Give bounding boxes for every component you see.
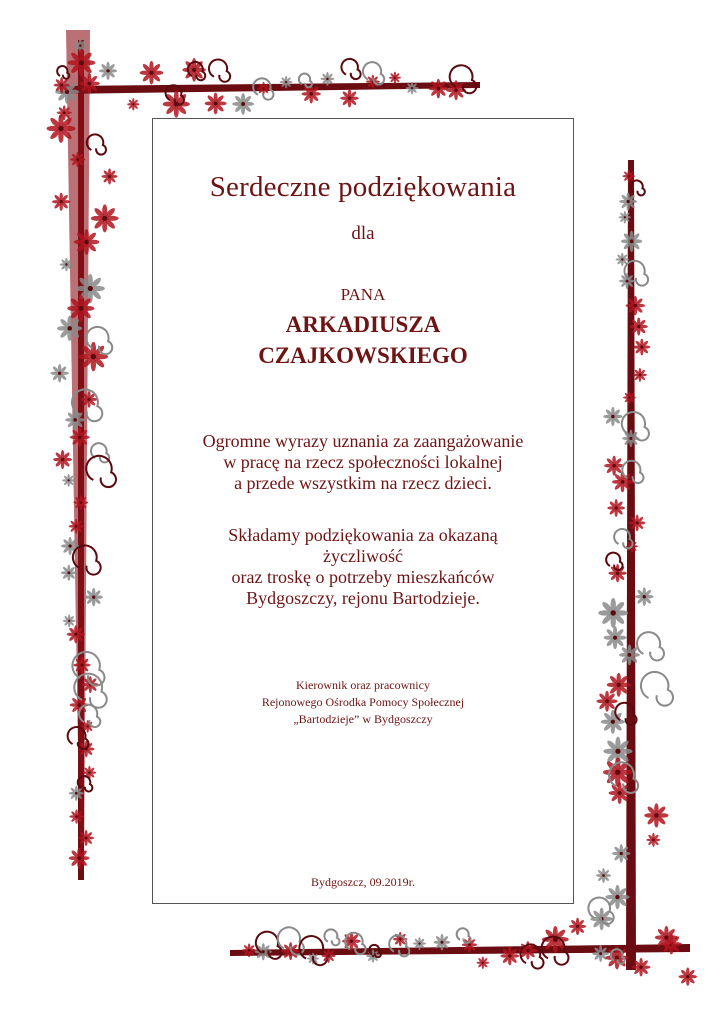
flower-ornament [619, 193, 637, 211]
flower-ornament [629, 515, 645, 531]
flower-ornament [596, 868, 611, 883]
recipient-name [153, 309, 573, 371]
flower-ornament [604, 626, 627, 649]
flower-ornament [477, 956, 490, 969]
flower-ornament [619, 273, 635, 289]
flower-ornament [321, 949, 335, 963]
swirl-ornament [637, 632, 664, 660]
swirl-ornament [622, 412, 649, 440]
flower-ornament [635, 587, 654, 606]
flower-ornament [607, 673, 631, 697]
flower-ornament [592, 945, 609, 962]
flower-ornament [612, 844, 630, 862]
flower-ornament [623, 391, 636, 404]
appreciation-paragraph [153, 431, 573, 494]
flower-ornament [630, 317, 648, 335]
flower-ornament [569, 918, 587, 936]
paragraph-line: życzliwość [323, 546, 403, 566]
paragraph-line: Składamy podziękowania za okazaną [228, 525, 498, 545]
swirl-ornament [641, 672, 673, 706]
for-word: dla [351, 223, 375, 244]
flower-ornament [604, 456, 624, 476]
flower-ornament [632, 958, 651, 977]
flower-ornament [500, 946, 519, 965]
certificate-title: Serdeczne podziękowania [209, 171, 517, 203]
flower-ornament [621, 231, 642, 252]
flower-ornament [596, 691, 617, 712]
flower-ornament [434, 934, 451, 951]
signature-line: „Bartodzieje” w Bydgoszczy [293, 712, 433, 726]
flower-ornament [413, 937, 426, 950]
flower-ornament [655, 926, 678, 949]
swirl-ornament [606, 553, 623, 570]
paragraph-line: w pracę na rzecz społeczności lokalnej [223, 452, 503, 472]
flower-ornament [242, 943, 256, 957]
honorific: PANA [340, 285, 386, 304]
flower-ornament [607, 499, 625, 517]
place-and-date: Bydgoszcz, 09.2019r. [311, 875, 415, 889]
signature-line: Rejonowego Ośrodka Pomocy Społecznej [261, 695, 465, 709]
paragraph-line: Bydgoszczy, rejonu Bartodzieje. [246, 588, 480, 608]
flower-ornament [644, 803, 668, 827]
paragraph-line: oraz troskę o potrzeby mieszkańców [231, 567, 495, 587]
flower-ornament [646, 833, 660, 847]
flower-ornament [598, 598, 628, 628]
swirl-ornament [324, 929, 339, 945]
signature-line: Kierownik oraz pracownicy [296, 678, 430, 692]
flower-ornament [626, 296, 645, 315]
flower-ornament [603, 407, 622, 426]
paragraph-line: Ogromne wyrazy uznania za zaangażowanie [202, 431, 524, 451]
flower-ornament [633, 368, 647, 382]
recipient-last-name: CZAJKOWSKIEGO [258, 343, 468, 368]
flower-ornament [633, 339, 650, 356]
flower-ornament [619, 211, 632, 224]
paragraph-line: a przede wszystkim na rzecz dzieci. [234, 473, 492, 493]
flower-ornament [679, 967, 697, 985]
thanks-paragraph [153, 525, 573, 609]
flower-ornament [601, 710, 625, 734]
signature-block [153, 677, 573, 728]
flower-ornament [366, 949, 379, 962]
flower-ornament [608, 564, 626, 582]
certificate-card [152, 118, 574, 904]
recipient-first-name: ARKADIUSZA [285, 312, 441, 337]
